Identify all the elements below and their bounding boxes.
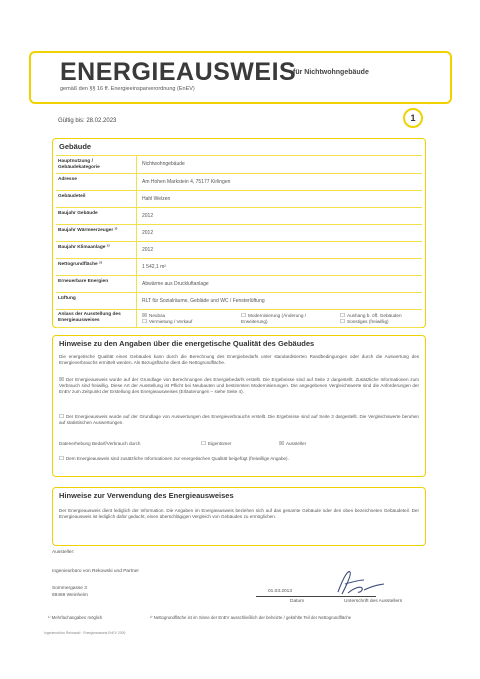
table-row xyxy=(56,258,422,275)
print-line: Ingenieurbüro Rekowski · Energieausweis EnEV 2009 xyxy=(44,631,126,635)
issuer-label: Aussteller: xyxy=(52,550,75,555)
table-row xyxy=(56,241,422,258)
building-section-title: Gebäude xyxy=(59,142,92,151)
row-label: Lüftung xyxy=(58,296,76,301)
row-label: Erneuerbare Energien xyxy=(58,279,109,284)
issuer-city: 69469 Weinheim xyxy=(52,593,88,598)
row-value: 2012 xyxy=(142,213,154,219)
checkbox-aushang[interactable]: ☐ Aushang b. öff. Gebäuden xyxy=(340,313,402,319)
row-value: RLT für Sozialräume, Gebläde und WC / Fensterlüftung xyxy=(142,298,265,304)
datenerhebung-label: Datenerhebung Bedarf/Verbrauch durch xyxy=(59,441,141,446)
table-row xyxy=(56,292,422,309)
table-row xyxy=(56,275,422,292)
legal-basis: gemäß den §§ 16 ff. Energieeinsparverordnung (EnEV) xyxy=(60,86,195,92)
usage-notes-title: Hinweise zur Verwendung des Energieausweises xyxy=(59,491,234,500)
row-label: Baujahr Gebäude xyxy=(58,211,98,216)
row-label: Hauptnutzung / Gebäudekategorie xyxy=(58,159,100,170)
quality-notes-section xyxy=(52,335,426,477)
anlass-label: Anlass der Ausstellung des Energieausweises xyxy=(58,312,121,323)
issue-date: 01.03.2013 xyxy=(268,589,293,594)
checkbox-eigentuemer[interactable]: ☐ Eigentümer xyxy=(201,441,232,447)
building-table xyxy=(56,155,422,328)
verbrauch-option[interactable]: ☐ Der Energieausweis wurde auf der Grundlage von Auswertungen des Energieverbrauchs erstellt. Die Ergebnisse sind auf Seite 3 dargestellt. Die Vergleichswerte beruhen auf statistischen Auswertungen. xyxy=(59,414,419,426)
footnote-2: ²⁾ Nettogrundfläche ist im Sinne der EnEV ausschließlich der beheizte / gekühlte Teil der Nettogrundfläche xyxy=(150,615,352,620)
row-value: 1 542,1 m² xyxy=(142,264,166,270)
document-subtitle: für Nichtwohngebäude xyxy=(293,69,369,76)
row-value: Hahl Welzen xyxy=(142,196,171,202)
usage-notes-text: Der Energieausweis dient lediglich der Information. Die Angaben im Energieausweis beziehen sich auf das gesamte Gebäude oder den oben bezeichneten Gebäudeteil. Der Energieausweis ist lediglich dafür gedacht, einen überschlägigen Vergleich von Gebäuden zu ermöglichen. xyxy=(59,508,419,520)
empty-box-icon: ☐ xyxy=(59,414,64,420)
checkbox-sonstiges[interactable]: ☐ Sonstiges (freiwillig) xyxy=(340,319,389,325)
valid-until: Gültig bis: 28.02.2023 xyxy=(58,118,117,124)
checkbox-vermietung[interactable]: ☐ Vermietung / Verkauf xyxy=(142,319,193,325)
row-value: 2012 xyxy=(142,230,154,236)
checkbox-modernisierung[interactable]: ☐ Modernisierung (Änderung / Erweiterung) xyxy=(241,313,307,324)
table-row xyxy=(56,207,422,224)
checkbox-aussteller[interactable]: ☒ Aussteller xyxy=(279,441,307,447)
usage-notes-section xyxy=(52,487,426,546)
row-value: 2012 xyxy=(142,247,154,253)
issuer-street: Sommergasse 3 xyxy=(52,586,87,591)
empty-box-icon: ☐ xyxy=(59,456,64,462)
issuer-signature xyxy=(330,566,390,598)
row-label: Baujahr Klimaanlage ¹⁾ xyxy=(58,245,110,250)
table-row xyxy=(56,224,422,241)
table-row xyxy=(56,155,422,173)
row-label: Baujahr Wärmeerzeuger ¹⁾ xyxy=(58,228,118,233)
bedarf-option[interactable]: ☒ Der Energieausweis wurde auf der Grundlage von Berechnungen des Energiebedarfs erstellt. Die Ergebnisse sind auf Seite 2 dargestellt. Zusätzliche Informationen zum Verbrauch sind freiwillig. Diese Art der Ausstellung ist Pflicht bei Neubauten und bestimmten Modernisierungen. Die angegebenen Vergleichswerte sind die Anforderungen der EnEV zum Zeitpunkt der Erstellung des Energieausweises (Erläuterungen – siehe Seite 4). xyxy=(59,377,419,395)
row-value: Am Hohen Markstein 4, 75177 Kirlingen xyxy=(142,179,231,185)
row-value: Abwärme aus Druckluftanlage xyxy=(142,281,209,287)
signature-line xyxy=(256,596,376,597)
page-number: 1 xyxy=(403,108,423,128)
document-title: ENERGIEAUSWEIS xyxy=(60,58,297,86)
building-section xyxy=(52,138,426,328)
footnote-1: ¹⁾ Mehrfachangaben möglich xyxy=(48,615,103,620)
intro-paragraph: Die energetische Qualität eines Gebäudes kann durch die Berechnung des Energiebedarfs unter standardisierten Randbedingungen oder durch die Auswertung des Energieverbrauchs ermittelt werden. Als Bezugsfläche dient die Nettogrundfläche. xyxy=(59,354,419,366)
checked-box-icon: ☒ xyxy=(59,377,64,383)
quality-notes-title: Hinweise zu den Angaben über die energetische Qualität des Gebäudes xyxy=(59,339,315,348)
signature-label: Unterschrift des Ausstellers xyxy=(344,599,403,604)
row-label: Adresse xyxy=(58,177,77,182)
row-label: Gebäudeteil xyxy=(58,194,86,199)
issuer-name: Ingenieurbüro von Rekowski und Partner xyxy=(52,569,139,574)
table-row xyxy=(56,190,422,207)
row-value: Nichtwohngebäude xyxy=(142,161,185,167)
row-label: Nettogrundfläche ²⁾ xyxy=(58,262,102,267)
zusatz-option[interactable]: ☐ Dem Energieausweis sind zusätzliche Informationen zur energetischen Qualität beigefügt (freiwillige Angabe). xyxy=(59,456,289,462)
anlass-row xyxy=(56,309,422,328)
table-row xyxy=(56,173,422,190)
checkbox-neubau[interactable]: ☒ Neubau xyxy=(142,313,166,319)
date-label: Datum xyxy=(290,599,305,604)
